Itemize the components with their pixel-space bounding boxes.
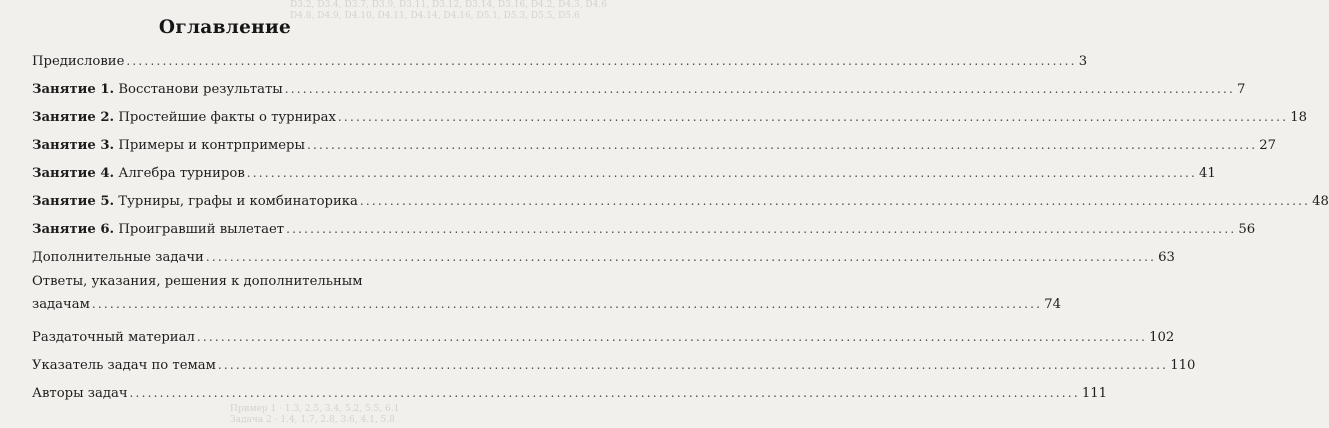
toc-entry-label <box>32 188 358 216</box>
toc-entry-lesson-3[interactable] <box>32 131 1277 159</box>
toc-entry-page: 74 <box>1044 297 1061 312</box>
toc-entry-prefix: Занятие 6. <box>32 222 115 237</box>
toc-entry-topic-index[interactable] <box>32 351 1196 379</box>
bleed-through-text-top: D3.2, D3.4, D3.7, D3.9, D3.11, D3.12, D3.14, D3.16, D4.2, D4.3, D4.6 D4.8, D4.9, D4.10, D4.11, D4.14, D4.16, D5.1, D5.3, D5.5, D5.6 <box>290 0 607 21</box>
toc-entry-handouts[interactable] <box>32 323 1175 351</box>
toc-leader-dots <box>197 323 1147 351</box>
toc-entry-preface[interactable] <box>32 47 1088 75</box>
toc-entry-page: 56 <box>1238 222 1256 237</box>
toc-leader-dots <box>130 379 1080 407</box>
toc-entry-prefix: Занятие 2. <box>32 110 115 125</box>
toc-entry-title: Алгебра турниров <box>114 166 245 181</box>
toc-entry-title: Турниры, графы и комбинаторика <box>114 194 358 209</box>
toc-entry-label <box>32 216 284 244</box>
toc-leader-dots <box>218 351 1168 379</box>
toc-entry-label: Указатель задач по темам <box>32 358 216 373</box>
toc-leader-dots <box>247 159 1197 187</box>
toc-title: Оглавление <box>158 17 292 38</box>
toc-entry-label <box>32 132 305 160</box>
toc-entry-title: Проигравший вылетает <box>114 222 285 237</box>
toc-entry-page: 111 <box>1081 386 1108 401</box>
toc-entry-lesson-4[interactable] <box>32 159 1216 187</box>
toc-entry-label <box>32 76 283 104</box>
toc-entry-label: Дополнительные задачи <box>32 250 204 265</box>
toc-entry-page: 110 <box>1170 358 1196 373</box>
toc-entry-page: 63 <box>1158 250 1175 265</box>
toc-entry-label: Раздаточный материал <box>32 330 195 345</box>
toc-entry-lesson-1[interactable] <box>32 75 1246 103</box>
toc-entry-additional-problems[interactable] <box>32 243 1175 271</box>
toc-entry-label <box>32 160 245 188</box>
toc-leader-dots <box>338 103 1288 131</box>
toc-leader-dots <box>360 187 1310 215</box>
toc-entry-page: 27 <box>1259 138 1277 153</box>
toc-entry-lesson-6[interactable] <box>32 215 1256 243</box>
toc-entry-page: 18 <box>1290 110 1307 125</box>
toc-entry-title: Простейшие факты о турнирах <box>114 110 336 125</box>
toc-entry-line2 <box>32 293 1061 315</box>
toc-leader-dots <box>206 243 1156 271</box>
toc-entry-label: Предисловие <box>32 54 125 69</box>
toc-entry-page: 102 <box>1149 330 1175 345</box>
toc-entry-lesson-5[interactable] <box>32 187 1329 215</box>
toc-entry-page: 3 <box>1078 54 1088 69</box>
table-of-contents <box>32 47 1329 407</box>
toc-leader-dots <box>92 293 1042 315</box>
toc-entry-label-line1: Ответы, указания, решения к дополнительным <box>32 274 363 289</box>
toc-entry-title: Восстанови результаты <box>114 82 283 97</box>
toc-entry-title: Примеры и контрпримеры <box>114 138 305 153</box>
toc-entry-label <box>32 104 336 132</box>
toc-entry-label-line2: задачам <box>32 297 90 312</box>
toc-leader-dots <box>307 131 1257 159</box>
toc-entry-page: 7 <box>1237 82 1246 97</box>
toc-entry-authors[interactable] <box>32 379 1108 407</box>
toc-leader-dots <box>285 75 1235 103</box>
toc-entry-page: 41 <box>1199 166 1216 181</box>
toc-leader-dots <box>286 215 1236 243</box>
toc-entry-prefix: Занятие 5. <box>32 194 115 209</box>
bleed-through-text-bottom: Пример 1 · 1.3, 2.5, 3.4, 5.2, 5.5, 6.1 Задача 2 · 1.4, 1.7, 2.8, 3.6, 4.1, 5.8 <box>230 404 400 425</box>
toc-leader-dots <box>126 47 1076 75</box>
toc-entry-label: Авторы задач <box>32 386 128 401</box>
toc-entry-answers[interactable] <box>32 271 1061 315</box>
toc-entry-page: 48 <box>1312 194 1329 209</box>
toc-entry-prefix: Занятие 1. <box>32 82 115 97</box>
toc-entry-prefix: Занятие 3. <box>32 138 115 153</box>
toc-entry-lesson-2[interactable] <box>32 103 1307 131</box>
toc-spacer <box>32 315 429 323</box>
toc-entry-prefix: Занятие 4. <box>32 166 115 181</box>
